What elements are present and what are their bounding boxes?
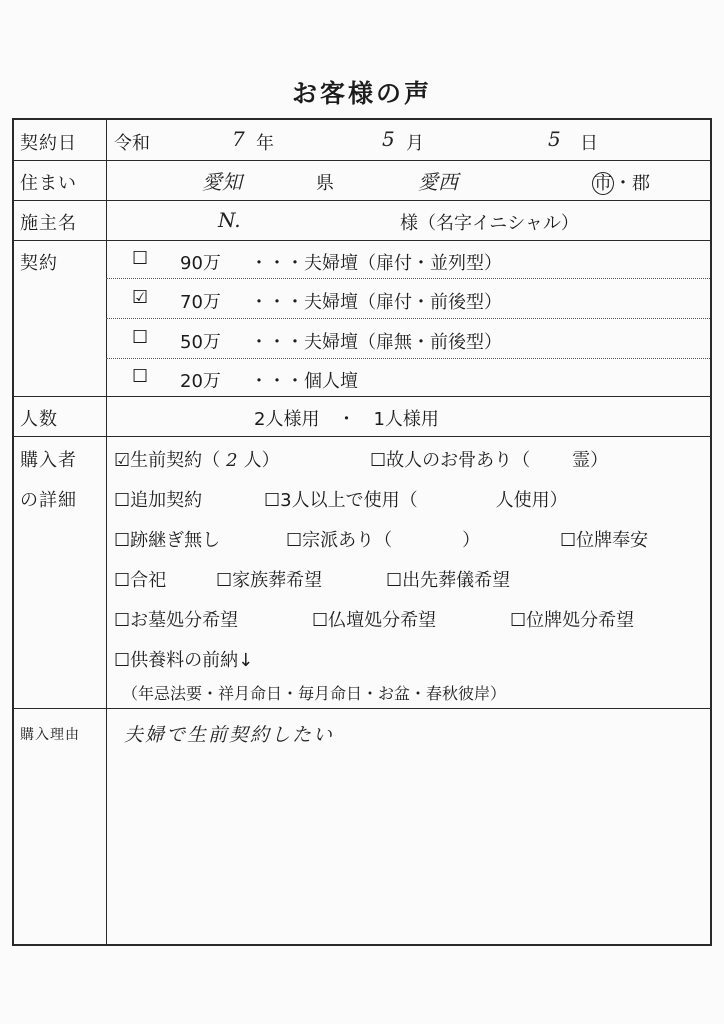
- goshi-text: 合祀: [130, 570, 167, 591]
- option-divider: [106, 318, 710, 319]
- contract-option-50-checkbox[interactable]: ☐: [132, 327, 149, 348]
- year-unit: 年: [256, 133, 274, 154]
- details-line-4: [114, 566, 166, 592]
- option-divider: [106, 358, 710, 359]
- row-divider: [14, 240, 710, 241]
- row-divider: [14, 160, 710, 161]
- altar-disposal-text: 仏壇処分希望: [328, 610, 437, 631]
- day-unit: 日: [580, 133, 598, 154]
- no-successor-checkbox[interactable]: ☐: [114, 530, 131, 551]
- contract-option-desc: ・・・夫婦壇（扉無・前後型）: [250, 332, 502, 353]
- row-divider: [14, 436, 710, 437]
- outside-funeral-text: 出先葬儀希望: [402, 570, 511, 591]
- prepay-checkbox[interactable]: ☐: [114, 650, 131, 671]
- three-plus-text: 3人以上で使用（: [280, 490, 418, 511]
- contract-option-price: 70万: [180, 292, 221, 313]
- buyer-details-label-2: の詳細: [20, 490, 77, 511]
- gun-unit: ・郡: [614, 173, 650, 194]
- month-value: 5: [382, 127, 395, 151]
- ashes-checkbox[interactable]: ☐: [370, 450, 387, 471]
- details-line-3c: [560, 526, 648, 552]
- sect-text: 宗派あり（: [302, 530, 393, 551]
- pre-contract-unit: 人）: [243, 450, 280, 471]
- additional-contract-checkbox[interactable]: ☐: [114, 490, 131, 511]
- contract-option-20-checkbox[interactable]: ☐: [132, 366, 149, 387]
- family-funeral-text: 家族葬希望: [232, 570, 323, 591]
- memorial-services-note: （年忌法要・祥月命日・毎月命日・お盆・春秋彼岸）: [122, 684, 507, 703]
- ashes-unit: 霊）: [572, 450, 609, 471]
- city-unit-circled: [592, 169, 650, 195]
- contract-label: 契約: [20, 253, 58, 274]
- people-count-label: 人数: [20, 409, 58, 430]
- contract-option-70-checkbox[interactable]: ☑: [132, 287, 149, 308]
- form-title: お客様の声: [291, 79, 432, 108]
- city-value: 愛西: [418, 170, 458, 194]
- details-line-2: [114, 486, 202, 512]
- contract-option-price: 90万: [180, 253, 221, 274]
- purchase-reason-label: 購入理由: [20, 727, 80, 743]
- details-line-1b: [370, 446, 608, 472]
- owner-suffix: 様（名字イニシャル）: [400, 213, 579, 234]
- pre-contract-checkbox[interactable]: ☑: [114, 450, 131, 471]
- people-count-options: 2人様用 ・ 1人様用: [254, 409, 439, 430]
- contract-option-desc: ・・・夫婦壇（扉付・並列型）: [250, 253, 502, 274]
- ihai-text: 位牌奉安: [576, 530, 649, 551]
- owner-name-label: 施主名: [20, 213, 77, 234]
- details-line-5: [114, 606, 238, 632]
- grave-disposal-text: お墓処分希望: [130, 610, 239, 631]
- pre-contract-count: 2: [226, 450, 238, 471]
- details-line-3b: [286, 526, 480, 552]
- year-value: 7: [232, 127, 245, 151]
- survey-form: [12, 118, 712, 946]
- prepay-text: 供養料の前納↓: [130, 650, 254, 671]
- details-line-4b: [216, 566, 322, 592]
- contract-date-label: 契約日: [20, 133, 77, 154]
- no-successor-text: 跡継ぎ無し: [130, 530, 221, 551]
- pre-contract-text: 生前契約（: [130, 450, 221, 471]
- month-unit: 月: [406, 133, 424, 154]
- prefecture-value: 愛知: [202, 170, 242, 194]
- row-divider: [14, 396, 710, 397]
- three-plus-unit: 人使用）: [495, 490, 568, 511]
- ihai-checkbox[interactable]: ☐: [560, 530, 577, 551]
- era: 令和: [114, 133, 150, 154]
- additional-contract-text: 追加契約: [130, 490, 203, 511]
- grave-disposal-checkbox[interactable]: ☐: [114, 610, 131, 631]
- contract-option-desc: ・・・夫婦壇（扉付・前後型）: [250, 292, 502, 313]
- buyer-details-label-1: 購入者: [20, 450, 77, 471]
- details-line-6: [114, 646, 253, 672]
- contract-option-90-checkbox[interactable]: ☐: [132, 248, 149, 269]
- prefecture-unit: 県: [316, 173, 334, 194]
- sect-checkbox[interactable]: ☐: [286, 530, 303, 551]
- label-column-divider: [106, 120, 107, 944]
- three-plus-checkbox[interactable]: ☐: [264, 490, 281, 511]
- ihai-disposal-checkbox[interactable]: ☐: [510, 610, 527, 631]
- contract-option-price: 50万: [180, 332, 221, 353]
- sect-close: ）: [462, 530, 481, 551]
- altar-disposal-checkbox[interactable]: ☐: [312, 610, 329, 631]
- row-divider: [14, 200, 710, 201]
- contract-option-desc: ・・・個人壇: [250, 371, 358, 392]
- goshi-checkbox[interactable]: ☐: [114, 570, 131, 591]
- ihai-disposal-text: 位牌処分希望: [526, 610, 635, 631]
- city-unit: 市: [594, 173, 612, 194]
- option-divider: [106, 278, 710, 279]
- address-label: 住まい: [20, 173, 77, 194]
- contract-option-price: 20万: [180, 371, 221, 392]
- details-line-3: [114, 526, 220, 552]
- details-line-4c: [386, 566, 510, 592]
- day-value: 5: [548, 127, 561, 151]
- row-divider: [14, 708, 710, 709]
- details-line-2b: [264, 486, 568, 512]
- details-line-1: [114, 446, 280, 472]
- ashes-text: 故人のお骨あり（: [386, 450, 531, 471]
- purchase-reason-text: 夫婦で生前契約したい: [124, 724, 335, 746]
- details-line-5c: [510, 606, 634, 632]
- outside-funeral-checkbox[interactable]: ☐: [386, 570, 403, 591]
- owner-initial: N.: [218, 208, 241, 232]
- details-line-5b: [312, 606, 436, 632]
- family-funeral-checkbox[interactable]: ☐: [216, 570, 233, 591]
